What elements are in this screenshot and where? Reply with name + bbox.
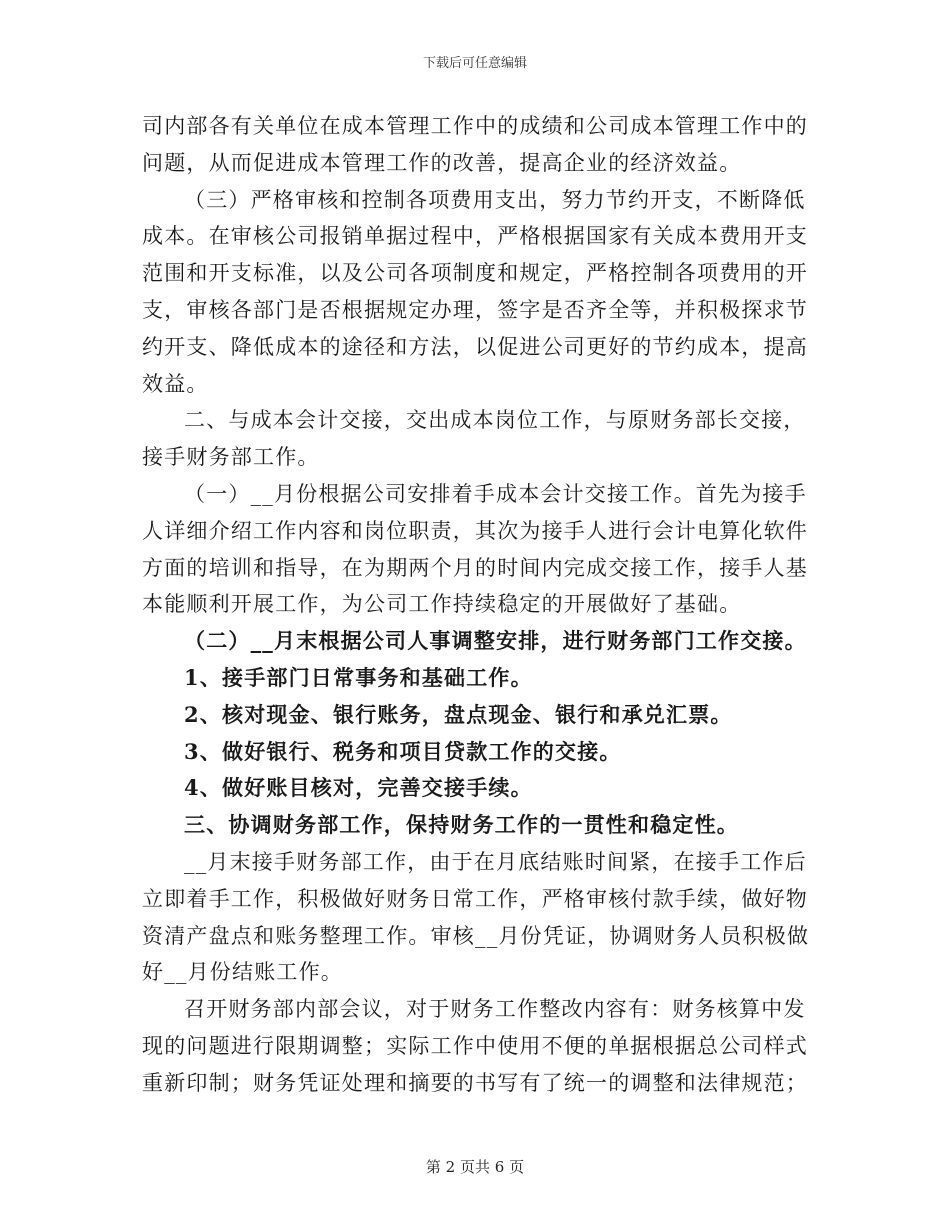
text-line: 1、接手部门日常事务和基础工作。 [184, 664, 533, 690]
text-line: （三）严格审核和控制各项费用支出，努力节约开支，不断降低 [184, 187, 806, 212]
text-line: 问题，从而促进成本管理工作的改善，提高企业的经济效益。 [142, 150, 742, 175]
text-line: 接手财务部工作。 [142, 445, 320, 470]
text-line: 召开财务部内部会议，对于财务工作整改内容有：财务核算中发 [184, 997, 806, 1022]
text-line: __月末接手财务部工作，由于在月底结账时间紧，在接手工作后 [184, 849, 807, 874]
text-line: 4、做好账目核对，完善交接手续。 [184, 775, 533, 801]
text-line: 立即着手工作，积极做好财务日常工作，严格审核付款手续，做好物 [142, 886, 808, 911]
text-line: 司内部各有关单位在成本管理工作中的成绩和公司成本管理工作中的 [142, 114, 808, 138]
text-line: 人详细介绍工作内容和岗位职责，其次为接手人进行会计电算化软件 [142, 518, 808, 543]
text-line: （一）__月份根据公司安排着手成本会计交接工作。首先为接手 [184, 481, 807, 506]
text-line: 支，审核各部门是否根据规定办理，签字是否齐全等，并积极探求节 [142, 297, 808, 322]
text-line: 成本。在审核公司报销单据过程中，严格根据国家有关成本费用开支 [142, 224, 808, 249]
text-line: 重新印制；财务凭证处理和摘要的书写有了统一的调整和法律规范； [142, 1070, 808, 1095]
text-line: （二）__月末根据公司人事调整安排，进行财务部门工作交接。 [184, 628, 807, 654]
document-body [142, 108, 810, 1102]
text-line: 方面的培训和指导，在为期两个月的时间内完成交接工作，接手人基 [142, 555, 808, 580]
page-header: 下载后可任意编辑 [422, 56, 527, 71]
text-line: 约开支、降低成本的途径和方法，以促进公司更好的节约成本，提高 [142, 334, 808, 359]
text-line: 效益。 [142, 371, 209, 396]
text-line: 3、做好银行、税务和项目贷款工作的交接。 [184, 738, 622, 764]
text-line: 本能顺利开展工作，为公司工作持续稳定的开展做好了基础。 [142, 592, 742, 617]
text-line: 三、协调财务部工作，保持财务工作的一贯性和稳定性。 [184, 812, 739, 838]
text-line: 资清产盘点和账务整理工作。审核__月份凭证，协调财务人员积极做 [142, 923, 810, 948]
text-line: 2、核对现金、银行账务，盘点现金、银行和承兑汇票。 [184, 701, 733, 727]
text-line: 现的问题进行限期调整；实际工作中使用不便的单据根据总公司样式 [142, 1033, 808, 1058]
text-line: 范围和开支标准，以及公司各项制度和规定，严格控制各项费用的开 [142, 261, 808, 286]
page-number: 第 2 页共 6 页 [425, 1158, 525, 1176]
text-line: 二、与成本会计交接，交出成本岗位工作，与原财务部长交接， [184, 408, 806, 433]
text-line: 好__月份结账工作。 [142, 960, 343, 985]
